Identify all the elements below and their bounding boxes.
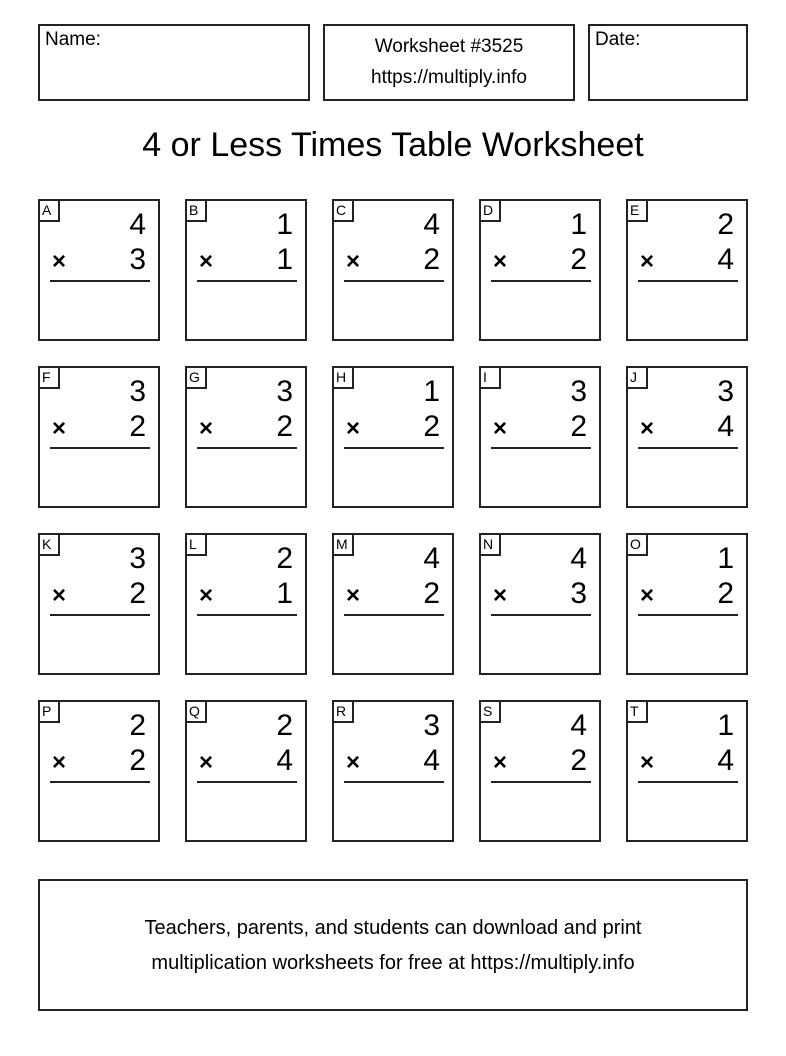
problem-label: P [40,702,60,723]
problem-label: F [40,368,60,389]
multiplicand: 1 [423,375,440,408]
problem-box[interactable] [479,366,601,508]
worksheet-number: Worksheet #3525 [374,36,524,57]
multiplicand: 4 [570,542,587,575]
multiply-icon: × [52,749,67,776]
multiply-icon: × [199,582,214,609]
problem-box[interactable] [626,199,748,341]
answer-line [638,447,738,449]
problem-box[interactable] [185,199,307,341]
problem-label: B [187,201,207,222]
multiply-icon: × [199,749,214,776]
multiplier: 4 [717,243,734,276]
multiplicand: 1 [717,542,734,575]
multiply-icon: × [52,415,67,442]
answer-line [197,280,297,282]
multiplicand: 2 [276,542,293,575]
answer-line [638,781,738,783]
multiplicand: 4 [129,208,146,241]
problem-label: M [334,535,354,556]
answer-line [638,280,738,282]
date-field[interactable] [588,24,748,101]
multiplier: 1 [276,577,293,610]
multiplier: 4 [717,410,734,443]
footer-line-1: Teachers, parents, and students can download and print [144,917,642,939]
multiplicand: 3 [129,542,146,575]
answer-line [491,781,591,783]
multiply-icon: × [199,415,214,442]
answer-line [197,447,297,449]
multiplicand: 4 [570,709,587,742]
multiplier: 2 [570,243,587,276]
multiply-icon: × [346,248,361,275]
answer-line [50,447,150,449]
answer-line [491,280,591,282]
multiply-icon: × [493,415,508,442]
multiply-icon: × [52,582,67,609]
problem-box[interactable] [332,700,454,842]
multiplicand: 1 [276,208,293,241]
answer-line [491,614,591,616]
problem-box[interactable] [626,533,748,675]
problem-label: N [481,535,501,556]
multiplier: 3 [570,577,587,610]
problem-box[interactable] [38,366,160,508]
problem-box[interactable] [38,700,160,842]
answer-line [197,781,297,783]
multiply-icon: × [640,749,655,776]
problem-box[interactable] [38,533,160,675]
problem-label: S [481,702,501,723]
footer-box [38,879,748,1011]
name-field[interactable] [38,24,310,101]
answer-line [50,614,150,616]
problem-label: H [334,368,354,389]
problem-label: E [628,201,648,222]
problem-box[interactable] [479,533,601,675]
problem-box[interactable] [332,533,454,675]
answer-line [344,280,444,282]
problem-label: R [334,702,354,723]
answer-line [197,614,297,616]
problem-label: G [187,368,207,389]
problem-label: K [40,535,60,556]
multiplicand: 3 [570,375,587,408]
problem-box[interactable] [185,366,307,508]
problem-box[interactable] [185,533,307,675]
multiply-icon: × [493,248,508,275]
multiplier: 2 [717,577,734,610]
multiplicand: 4 [423,208,440,241]
multiplier: 2 [423,410,440,443]
multiplicand: 4 [423,542,440,575]
worksheet-info-box [323,24,575,101]
multiplier: 2 [423,243,440,276]
multiplicand: 1 [570,208,587,241]
problem-label: L [187,535,207,556]
name-label: Name: [45,29,101,50]
date-label: Date: [595,29,641,50]
answer-line [638,614,738,616]
worksheet-url: https://multiply.info [371,67,527,88]
problem-box[interactable] [626,700,748,842]
problem-box[interactable] [332,366,454,508]
problem-box[interactable] [332,199,454,341]
multiplicand: 2 [276,709,293,742]
problem-label: J [628,368,648,389]
multiplicand: 1 [717,709,734,742]
multiplier: 1 [276,243,293,276]
answer-line [50,280,150,282]
multiply-icon: × [346,415,361,442]
multiplicand: 3 [276,375,293,408]
multiply-icon: × [346,749,361,776]
problem-label: C [334,201,354,222]
multiply-icon: × [493,749,508,776]
footer-line-2: multiplication worksheets for free at https://multiply.info [151,952,635,974]
multiply-icon: × [346,582,361,609]
multiplier: 4 [717,744,734,777]
problem-box[interactable] [479,199,601,341]
multiplier: 4 [423,744,440,777]
multiplier: 2 [276,410,293,443]
answer-line [344,447,444,449]
problem-box[interactable] [185,700,307,842]
multiply-icon: × [52,248,67,275]
multiplicand: 2 [717,208,734,241]
problem-label: Q [187,702,207,723]
multiply-icon: × [640,415,655,442]
multiplier: 2 [129,577,146,610]
problem-label: O [628,535,648,556]
answer-line [344,781,444,783]
problem-box[interactable] [626,366,748,508]
multiplier: 2 [570,744,587,777]
multiplicand: 3 [423,709,440,742]
multiplier: 2 [129,410,146,443]
multiplicand: 3 [717,375,734,408]
problem-label: I [481,368,501,389]
multiply-icon: × [493,582,508,609]
multiply-icon: × [199,248,214,275]
answer-line [50,781,150,783]
multiplier: 3 [129,243,146,276]
multiplier: 4 [276,744,293,777]
multiplier: 2 [423,577,440,610]
multiply-icon: × [640,248,655,275]
problem-label: A [40,201,60,222]
problem-box[interactable] [38,199,160,341]
problem-label: D [481,201,501,222]
multiplier: 2 [570,410,587,443]
answer-line [491,447,591,449]
problem-box[interactable] [479,700,601,842]
multiplier: 2 [129,744,146,777]
multiply-icon: × [640,582,655,609]
multiplicand: 3 [129,375,146,408]
answer-line [344,614,444,616]
multiplicand: 2 [129,709,146,742]
page-title: 4 or Less Times Table Worksheet [142,126,644,164]
problem-label: T [628,702,648,723]
